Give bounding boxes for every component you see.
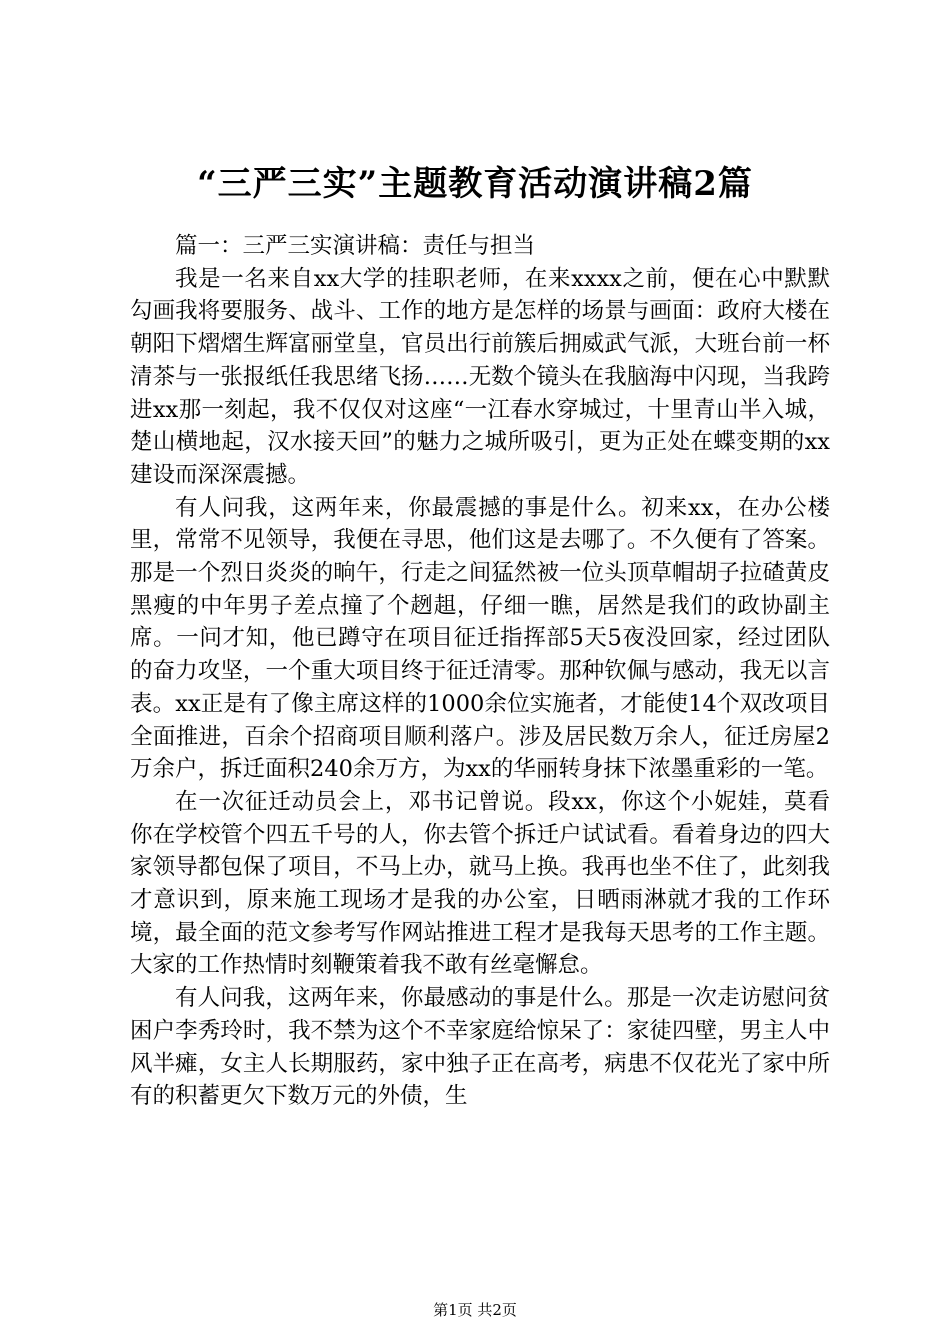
document-body (130, 230, 830, 1113)
paragraph-1: 我是一名来自xx大学的挂职老师，在来xxxx之前，便在心中默默勾画我将要服务、战斗、工作的地方是怎样的场景与画面：政府大楼在朝阳下熠熠生辉富丽堂皇，官员出行前簇后拥威武气派，大班台前一杯清茶与一张报纸任我思绪飞扬……无数个镜头在我脑海中闪现，当我跨进xx那一刻起，我不仅仅对这座“一江春水穿城过，十里青山半入城，楚山横地起，汉水接天回”的魅力之城所吸引，更为正处在蝶变期的xx建设而深深震撼。 (130, 265, 830, 488)
section-subtitle: 篇一：三严三实演讲稿：责任与担当 (175, 233, 536, 259)
document-title: “三严三实”主题教育活动演讲稿2篇 (197, 164, 753, 204)
paragraph-3: 在一次征迁动员会上，邓书记曾说。段xx，你这个小妮娃，莫看你在学校管个四五千号的人，你去管个拆迁户试试看。看着身边的四大家领导都包保了项目，不马上办，就马上换。我再也坐不住了，此刻我才意识到，原来施工现场才是我的办公室，日晒雨淋就才我的工作环境，最全面的范文参考写作网站推进工程才是我每天思考的工作主题。大家的工作热情时刻鞭策着我不敢有丝毫懈怠。 (130, 788, 830, 979)
page-footer: 第1页 共2页 (433, 1301, 517, 1319)
paragraph-4: 有人问我，这两年来，你最感动的事是什么。那是一次走访慰问贫困户李秀玲时，我不禁为这个不幸家庭给惊呆了：家徒四壁，男主人中风半瘫，女主人长期服药，家中独子正在高考，病患不仅花光了家中所有的积蓄更欠下数万元的外债，生 (130, 985, 830, 1110)
paragraph-2: 有人问我，这两年来，你最震撼的事是什么。初来xx，在办公楼里，常常不见领导，我便在寻思，他们这是去哪了。不久便有了答案。那是一个烈日炎炎的晌午，行走之间猛然被一位头顶草帽胡子拉碴黄皮黑瘦的中年男子差点撞了个趔趄，仔细一瞧，居然是我们的政协副主席。一问才知，他已蹲守在项目征迁指挥部5天5夜没回家，经过团队的奋力攻坚，一个重大项目终于征迁清零。那种钦佩与感动，我无以言表。xx正是有了像主席这样的1000余位实施者，才能使14个双改项目全面推进，百余个招商项目顺利落户。涉及居民数万余人，征迁房屋2万余户，拆迁面积240余万方，为xx的华丽转身抹下浓墨重彩的一笔。 (130, 494, 830, 783)
